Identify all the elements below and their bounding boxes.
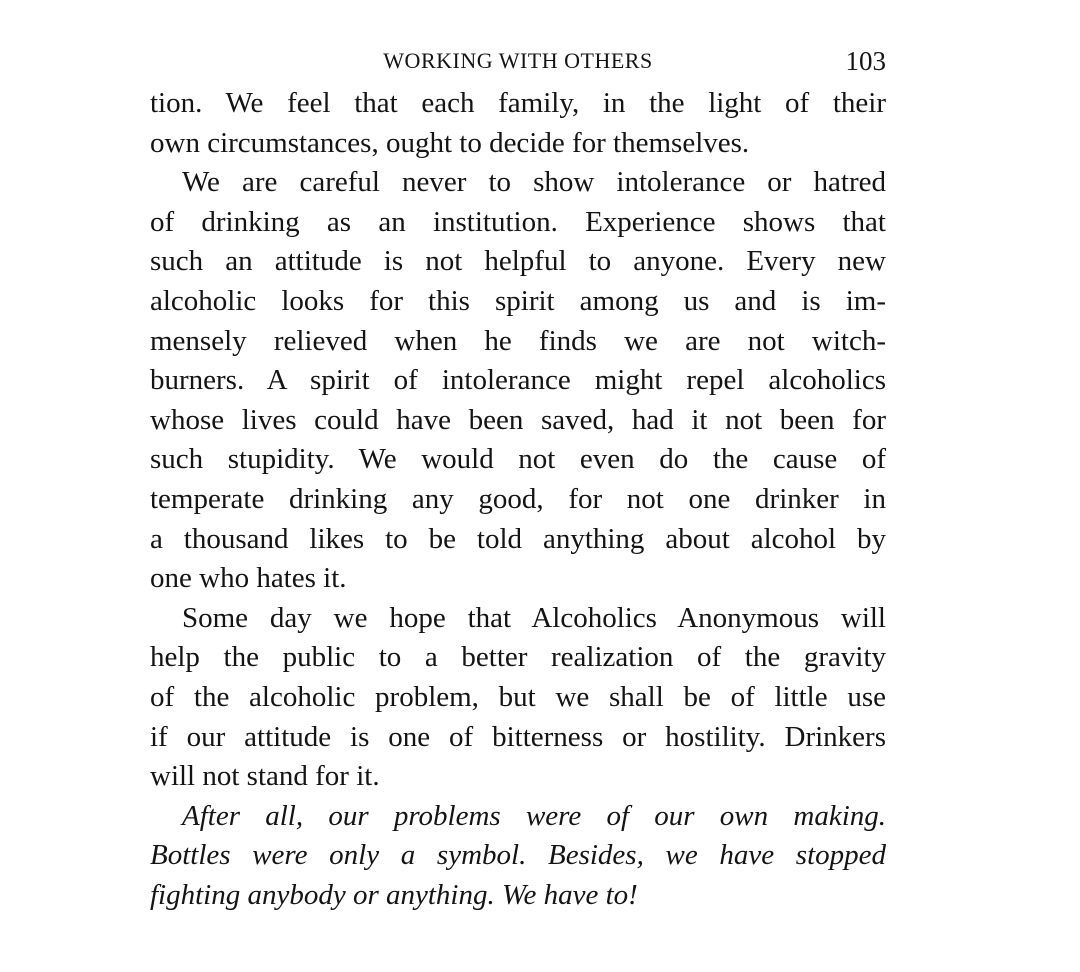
text-line: such an attitude is not helpful to anyone. Every new bbox=[150, 245, 886, 278]
text-line: will not stand for it. bbox=[150, 760, 380, 793]
paragraph bbox=[150, 163, 886, 599]
text-line: fighting anybody or anything. We have to! bbox=[150, 878, 638, 911]
text-line: After all, our problems were of our own making. bbox=[182, 799, 886, 832]
text-line: temperate drinking any good, for not one drinker in bbox=[150, 482, 886, 515]
text-line: We are careful never to show intolerance or hatred bbox=[182, 166, 886, 199]
chapter-title: WORKING WITH OTHERS bbox=[383, 48, 653, 73]
paragraph bbox=[150, 84, 886, 163]
text-line: burners. A spirit of intolerance might repel alcoholics bbox=[150, 364, 886, 397]
text-line: such stupidity. We would not even do the cause of bbox=[150, 443, 886, 476]
text-line: help the public to a better realization of the gravity bbox=[150, 641, 886, 674]
paragraph-italic bbox=[150, 797, 886, 916]
text-line: a thousand likes to be told anything about alcohol by bbox=[150, 522, 886, 555]
page-number: 103 bbox=[845, 46, 886, 76]
text-line: mensely relieved when he finds we are not witch- bbox=[150, 324, 886, 357]
text-line: of the alcoholic problem, but we shall be of little use bbox=[150, 680, 886, 713]
text-line: if our attitude is one of bitterness or hostility. Drinkers bbox=[150, 720, 886, 753]
text-line: tion. We feel that each family, in the light of their bbox=[150, 87, 886, 119]
text-line: own circumstances, ought to decide for themselves. bbox=[150, 126, 750, 159]
text-line: Bottles were only a symbol. Besides, we have stopped bbox=[150, 839, 886, 872]
paragraph bbox=[150, 599, 886, 797]
text-line: whose lives could have been saved, had it not been for bbox=[150, 403, 886, 436]
book-page bbox=[150, 44, 886, 915]
text-line: Some day we hope that Alcoholics Anonymous will bbox=[182, 601, 886, 634]
running-header bbox=[150, 44, 886, 84]
body-text bbox=[150, 84, 886, 915]
text-line: alcoholic looks for this spirit among us and is im- bbox=[150, 284, 886, 317]
text-line: of drinking as an institution. Experience shows that bbox=[150, 205, 886, 238]
text-line: one who hates it. bbox=[150, 562, 347, 595]
